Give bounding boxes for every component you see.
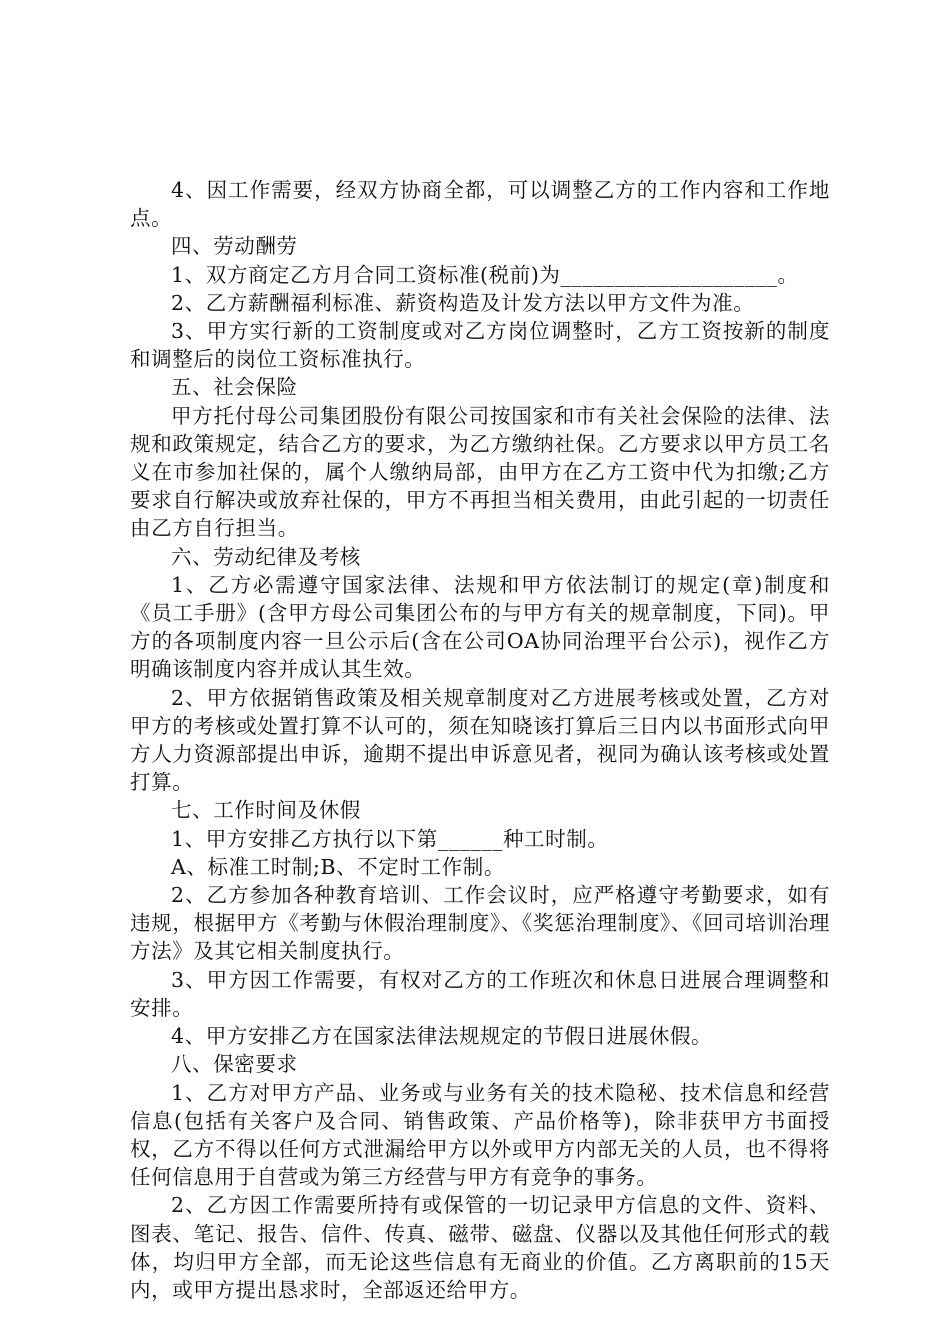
clause-paragraph: 3、甲方因工作需要，有权对乙方的工作班次和休息日进展合理调整和安排。: [130, 967, 830, 1020]
clause-paragraph: 1、乙方必需遵守国家法律、法规和甲方依法制订的规定(章)制度和《员工手册》(含甲方母公司集团公布的与甲方有关的规章制度，下同)。甲方的各项制度内容一旦公示后(含在公司OA协同治理平台公示)，视作乙方明确该制度内容并成认其生效。: [130, 572, 830, 682]
clause-paragraph: 1、乙方对甲方产品、业务或与业务有关的技术隐秘、技术信息和经营信息(包括有关客户及合同、销售政策、产品价格等)，除非获甲方书面授权，乙方不得以任何方式泄漏给甲方以外或甲方内部无关的人员，也不得将任何信息用于自营或为第三方经营与甲方有竞争的事务。: [130, 1080, 830, 1190]
section-heading: 四、劳动酬劳: [171, 234, 298, 259]
clause-paragraph: 4、因工作需要，经双方协商全都，可以调整乙方的工作内容和工作地点。: [130, 178, 830, 231]
clause-paragraph: 3、甲方实行新的工资制度或对乙方岗位调整时，乙方工资按新的制度和调整后的岗位工资标准执行。: [130, 319, 830, 372]
clause-paragraph: 2、乙方薪酬福利标准、薪资构造及计发方法以甲方文件为准。: [171, 290, 755, 315]
clause-paragraph: A、标准工时制;B、不定时工作制。: [171, 854, 505, 879]
clause-paragraph: 2、乙方参加各种教育培训、工作会议时，应严格遵守考勤要求，如有违规，根据甲方《考勤与休假治理制度》、《奖惩治理制度》、《回司培训治理方法》及其它相关制度执行。: [130, 883, 830, 964]
section-heading: 七、工作时间及休假: [171, 798, 361, 823]
section-heading: 六、劳动纪律及考核: [171, 544, 361, 569]
clause-paragraph: 甲方托付母公司集团股份有限公司按国家和市有关社会保险的法律、法规和政策规定，结合乙方的要求，为乙方缴纳社保。乙方要求以甲方员工名义在市参加社保的，属个人缴纳局部，由甲方在乙方工资中代为扣缴;乙方要求自行解决或放弃社保的，甲方不再担当相关费用，由此引起的一切责任由乙方自行担当。: [130, 403, 830, 541]
clause-paragraph: 4、甲方安排乙方在国家法律法规规定的节假日进展休假。: [171, 1024, 713, 1049]
clause-paragraph: 1、甲方安排乙方执行以下第______种工时制。: [171, 826, 609, 851]
clause-paragraph: 2、甲方依据销售政策及相关规章制度对乙方进展考核或处置，乙方对甲方的考核或处置打算不认可的，须在知晓该打算后三日内以书面形式向甲方人力资源部提出申诉，逾期不提出申诉意见者，视同为确认该考核或处置打算。: [130, 685, 830, 795]
document-page: [130, 176, 830, 1304]
clause-paragraph: 2、乙方因工作需要所持有或保管的一切记录甲方信息的文件、资料、图表、笔记、报告、信件、传真、磁带、磁盘、仪器以及其他任何形式的载体，均归甲方全部，而无论这些信息有无商业的价值。乙方离职前的15天内，或甲方提出恳求时，全部返还给甲方。: [130, 1193, 830, 1302]
section-heading: 五、社会保险: [171, 375, 298, 400]
clause-paragraph: 1、双方商定乙方月合同工资标准(税前)为____________________。: [171, 262, 799, 287]
section-heading: 八、保密要求: [171, 1052, 298, 1077]
